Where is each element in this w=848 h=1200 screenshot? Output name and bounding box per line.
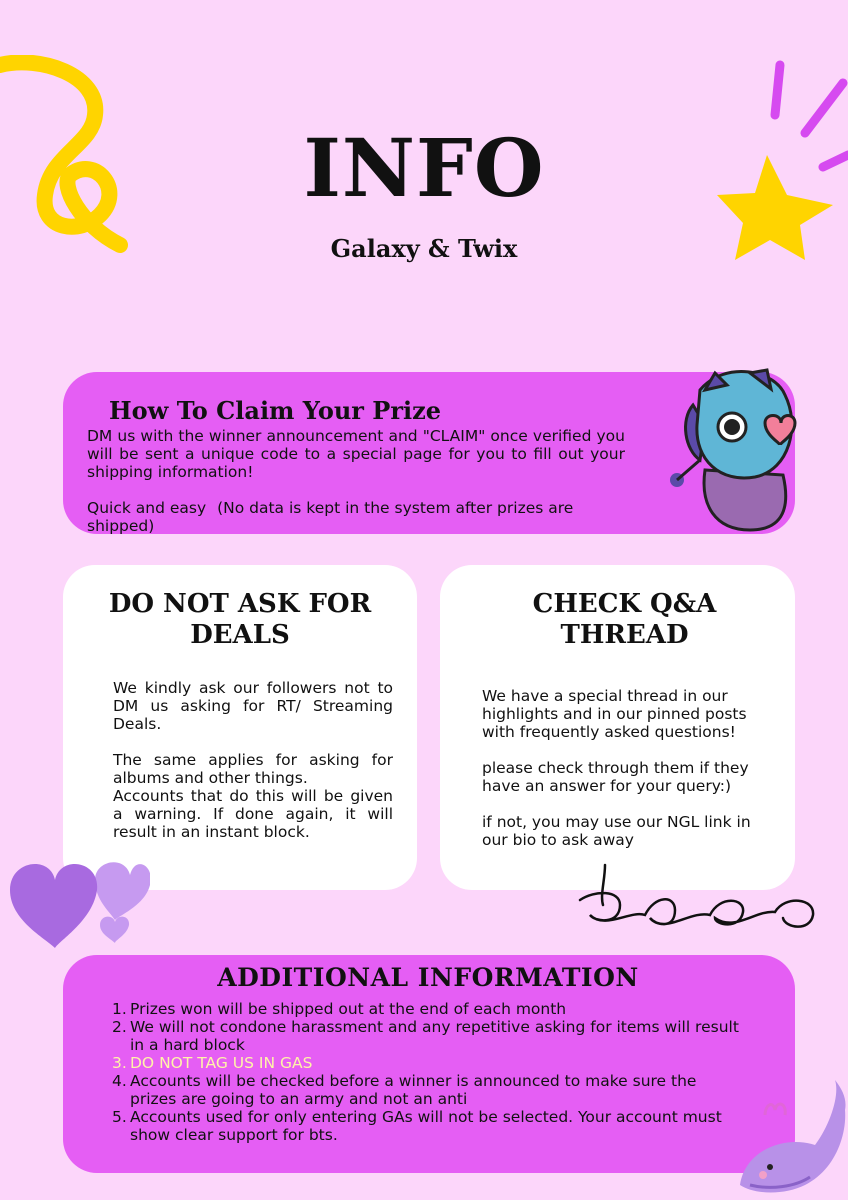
additional-info-heading: ADDITIONAL INFORMATION — [217, 963, 639, 992]
additional-info-card — [63, 955, 795, 1173]
character-mang-icon — [665, 365, 800, 535]
list-item: 5. Accounts used for only entering GAs will not be selected. Your account must show clear support for bts. — [112, 1108, 722, 1144]
no-deals-text: We kindly ask our followers not to DM us asking for RT/ Streaming Deals. The same applies for asking for albums and other things. Accounts that do this will be given a warning. If done again, it will result in an instant block. — [113, 679, 393, 841]
no-deals-heading: DO NOT ASK FOR DEALS — [108, 589, 372, 650]
additional-info-list — [109, 1000, 747, 1144]
whale-icon — [735, 1075, 848, 1200]
list-item: 1. Prizes won will be shipped out at the end of each month — [112, 1000, 567, 1018]
qa-thread-card — [440, 565, 795, 890]
page-subtitle: Galaxy & Twix — [330, 234, 518, 263]
qa-heading: CHECK Q&A THREAD — [532, 589, 717, 650]
claim-note — [87, 499, 625, 535]
claim-note-paren: (No data is kept in the system after prizes are shipped) — [87, 499, 574, 535]
hearts-icon — [5, 840, 150, 950]
list-item: 4. Accounts will be checked before a winner is announced to make sure the prizes are going to an army and not an anti — [112, 1072, 697, 1108]
scribble-hearts-icon — [575, 860, 830, 940]
claim-heading: How To Claim Your Prize — [109, 396, 442, 425]
list-item: 3. DO NOT TAG US IN GAS — [112, 1054, 313, 1072]
list-item: 2. We will not condone harassment and any repetitive asking for items will result in a hard block — [112, 1018, 739, 1054]
qa-text: We have a special thread in our highlights and in our pinned posts with frequently asked questions! please check through them if they have an answer for your query:) if not, you may use our NGL link in our bio to ask away — [482, 687, 751, 849]
claim-body: DM us with the winner announcement and "CLAIM" once verified you will be sent a unique code to a special page for you to fill out your shipping information! — [87, 427, 625, 481]
claim-note-prefix: Quick and easy — [87, 499, 207, 517]
page-title: INFO — [303, 121, 545, 215]
